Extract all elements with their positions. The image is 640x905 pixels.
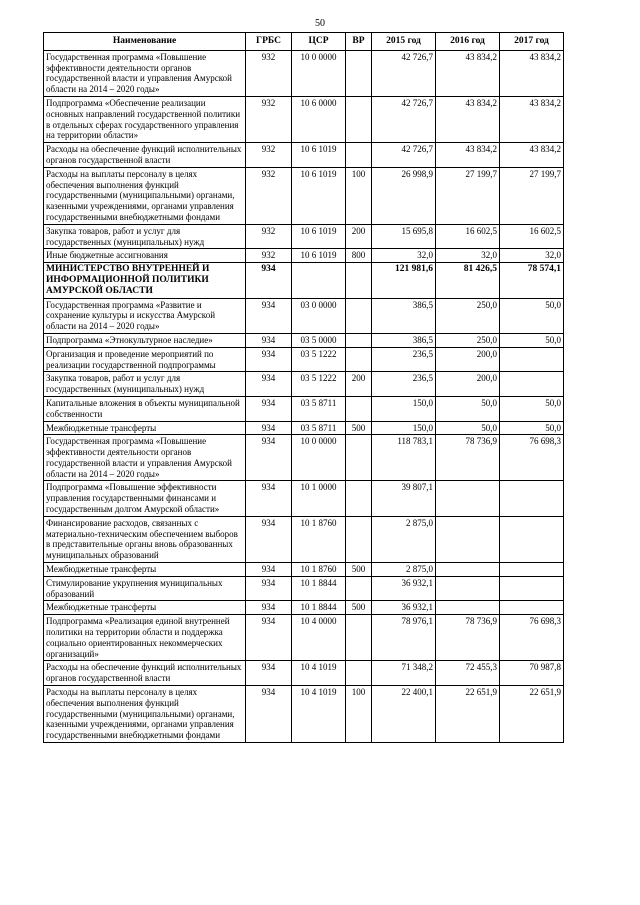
cell-grbs: 934	[246, 481, 292, 516]
table-row	[44, 661, 564, 686]
cell-name: Расходы на обеспечение функций исполнительных органов государственной власти	[44, 661, 246, 686]
cell-vr	[346, 143, 372, 168]
cell-vr: 500	[346, 421, 372, 435]
cell-y2015: 42 726,7	[372, 50, 436, 96]
cell-y2017: 27 199,7	[500, 167, 564, 224]
table-row	[44, 347, 564, 372]
table-row	[44, 576, 564, 601]
cell-csr: 03 5 0000	[292, 333, 346, 347]
table-row	[44, 396, 564, 421]
cell-vr: 800	[346, 249, 372, 263]
budget-table	[43, 32, 564, 743]
cell-csr: 03 5 1222	[292, 372, 346, 397]
cell-vr	[346, 435, 372, 481]
cell-csr: 03 5 1222	[292, 347, 346, 372]
cell-grbs: 934	[246, 263, 292, 298]
cell-y2017: 43 834,2	[500, 50, 564, 96]
cell-name: Межбюджетные трансферты	[44, 563, 246, 577]
cell-vr	[346, 298, 372, 333]
cell-vr	[346, 333, 372, 347]
cell-y2015: 386,5	[372, 333, 436, 347]
cell-name: Межбюджетные трансферты	[44, 421, 246, 435]
cell-grbs: 934	[246, 396, 292, 421]
cell-y2015: 26 998,9	[372, 167, 436, 224]
table-body	[44, 50, 564, 742]
cell-y2016: 43 834,2	[436, 50, 500, 96]
cell-y2015: 71 348,2	[372, 661, 436, 686]
cell-y2017	[500, 481, 564, 516]
cell-y2016: 27 199,7	[436, 167, 500, 224]
cell-y2017: 32,0	[500, 249, 564, 263]
cell-y2015: 2 875,0	[372, 516, 436, 562]
table-row	[44, 435, 564, 481]
cell-vr	[346, 96, 372, 142]
cell-y2016: 78 736,9	[436, 435, 500, 481]
cell-y2015: 150,0	[372, 421, 436, 435]
cell-vr	[346, 347, 372, 372]
cell-y2015: 121 981,6	[372, 263, 436, 298]
cell-grbs: 934	[246, 576, 292, 601]
table-row	[44, 481, 564, 516]
cell-y2015: 32,0	[372, 249, 436, 263]
table-row	[44, 563, 564, 577]
cell-y2016: 32,0	[436, 249, 500, 263]
cell-name: Организация и проведение мероприятий по реализации государственной подпрограммы	[44, 347, 246, 372]
cell-y2017	[500, 372, 564, 397]
cell-csr: 10 4 1019	[292, 661, 346, 686]
cell-y2016	[436, 601, 500, 615]
cell-y2015: 150,0	[372, 396, 436, 421]
table-row	[44, 601, 564, 615]
cell-grbs: 934	[246, 516, 292, 562]
cell-y2017: 22 651,9	[500, 686, 564, 743]
header-csr: ЦСР	[292, 33, 346, 51]
cell-name: Финансирование расходов, связанных с материально-техническим обеспечением выборов в представительные органы вновь образованных муниципальных образований	[44, 516, 246, 562]
cell-y2017: 50,0	[500, 396, 564, 421]
table-row	[44, 333, 564, 347]
cell-y2016: 78 736,9	[436, 615, 500, 661]
cell-csr: 10 1 8760	[292, 516, 346, 562]
cell-grbs: 934	[246, 421, 292, 435]
cell-grbs: 934	[246, 615, 292, 661]
cell-name: Подпрограмма «Реализация единой внутренней политики на территории области и поддержка социально ориентированных некоммерческих организаций»	[44, 615, 246, 661]
cell-grbs: 932	[246, 50, 292, 96]
cell-y2015: 236,5	[372, 347, 436, 372]
cell-y2017: 16 602,5	[500, 224, 564, 249]
cell-name: Государственная программа «Повышение эффективности деятельности органов государственной власти и управления Амурской области на 2014 – 2020 годы»	[44, 50, 246, 96]
cell-csr	[292, 263, 346, 298]
table-row	[44, 686, 564, 743]
cell-csr: 03 5 8711	[292, 396, 346, 421]
cell-vr: 500	[346, 563, 372, 577]
table-row	[44, 615, 564, 661]
header-grbs: ГРБС	[246, 33, 292, 51]
table-row	[44, 249, 564, 263]
cell-y2015: 39 807,1	[372, 481, 436, 516]
cell-y2017	[500, 563, 564, 577]
cell-vr	[346, 661, 372, 686]
page-number: 50	[315, 18, 325, 29]
cell-name: Иные бюджетные ассигнования	[44, 249, 246, 263]
cell-name: Государственная программа «Развитие и сохранение культуры и искусства Амурской области на 2014 – 2020 годы»	[44, 298, 246, 333]
cell-y2017: 50,0	[500, 298, 564, 333]
cell-vr	[346, 481, 372, 516]
cell-name: Закупка товаров, работ и услуг для государственных (муниципальных) нужд	[44, 224, 246, 249]
cell-csr: 10 6 1019	[292, 167, 346, 224]
cell-y2016	[436, 516, 500, 562]
cell-y2016: 81 426,5	[436, 263, 500, 298]
cell-vr: 100	[346, 686, 372, 743]
cell-y2017: 50,0	[500, 333, 564, 347]
cell-vr: 100	[346, 167, 372, 224]
cell-grbs: 932	[246, 143, 292, 168]
table-header-row	[44, 33, 564, 51]
cell-y2015: 42 726,7	[372, 143, 436, 168]
table-row	[44, 372, 564, 397]
cell-name: Государственная программа «Повышение эффективности деятельности органов государственной власти и управления Амурской области на 2014 – 2020 годы»	[44, 435, 246, 481]
cell-grbs: 932	[246, 167, 292, 224]
cell-name: Капитальные вложения в объекты муниципальной собственности	[44, 396, 246, 421]
cell-y2016: 43 834,2	[436, 96, 500, 142]
cell-y2015: 15 695,8	[372, 224, 436, 249]
cell-vr	[346, 263, 372, 298]
cell-csr: 10 6 1019	[292, 249, 346, 263]
cell-y2016: 200,0	[436, 372, 500, 397]
cell-y2017: 76 698,3	[500, 435, 564, 481]
cell-csr: 03 5 8711	[292, 421, 346, 435]
cell-csr: 03 0 0000	[292, 298, 346, 333]
cell-y2017	[500, 576, 564, 601]
cell-y2017: 78 574,1	[500, 263, 564, 298]
cell-y2015: 386,5	[372, 298, 436, 333]
cell-csr: 10 6 0000	[292, 96, 346, 142]
header-name: Наименование	[44, 33, 246, 51]
cell-name: Межбюджетные трансферты	[44, 601, 246, 615]
cell-y2015: 22 400,1	[372, 686, 436, 743]
cell-vr: 500	[346, 601, 372, 615]
cell-name: Стимулирование укрупнения муниципальных образований	[44, 576, 246, 601]
cell-vr	[346, 576, 372, 601]
cell-y2017: 70 987,8	[500, 661, 564, 686]
cell-name: Подпрограмма «Повышение эффективности управления государственными финансами и государственным долгом Амурской области»	[44, 481, 246, 516]
cell-name: МИНИСТЕРСТВО ВНУТРЕННЕЙ И ИНФОРМАЦИОННОЙ ПОЛИТИКИ АМУРСКОЙ ОБЛАСТИ	[44, 263, 246, 298]
header-2016: 2016 год	[436, 33, 500, 51]
cell-y2015: 236,5	[372, 372, 436, 397]
cell-vr: 200	[346, 372, 372, 397]
cell-y2016: 50,0	[436, 396, 500, 421]
cell-y2017	[500, 347, 564, 372]
cell-vr	[346, 516, 372, 562]
cell-grbs: 934	[246, 347, 292, 372]
cell-grbs: 934	[246, 435, 292, 481]
cell-y2017	[500, 601, 564, 615]
cell-csr: 10 0 0000	[292, 435, 346, 481]
table-row	[44, 263, 564, 298]
cell-grbs: 934	[246, 563, 292, 577]
cell-y2017: 76 698,3	[500, 615, 564, 661]
cell-y2017: 50,0	[500, 421, 564, 435]
cell-y2016: 43 834,2	[436, 143, 500, 168]
cell-name: Подпрограмма «Обеспечение реализации основных направлений государственной политики в отдельных сферах государственного управления на территории области»	[44, 96, 246, 142]
cell-y2017: 43 834,2	[500, 143, 564, 168]
header-2017: 2017 год	[500, 33, 564, 51]
cell-y2015: 2 875,0	[372, 563, 436, 577]
cell-csr: 10 6 1019	[292, 143, 346, 168]
cell-grbs: 934	[246, 601, 292, 615]
cell-grbs: 934	[246, 372, 292, 397]
cell-y2017: 43 834,2	[500, 96, 564, 142]
cell-csr: 10 4 0000	[292, 615, 346, 661]
cell-csr: 10 1 0000	[292, 481, 346, 516]
cell-vr: 200	[346, 224, 372, 249]
cell-grbs: 932	[246, 249, 292, 263]
cell-grbs: 932	[246, 96, 292, 142]
cell-y2016: 16 602,5	[436, 224, 500, 249]
header-vr: ВР	[346, 33, 372, 51]
cell-csr: 10 1 8844	[292, 601, 346, 615]
cell-grbs: 934	[246, 333, 292, 347]
cell-csr: 10 0 0000	[292, 50, 346, 96]
cell-y2016: 50,0	[436, 421, 500, 435]
cell-y2015: 36 932,1	[372, 576, 436, 601]
cell-grbs: 934	[246, 298, 292, 333]
cell-vr	[346, 50, 372, 96]
table-row	[44, 224, 564, 249]
cell-name: Расходы на обеспечение функций исполнительных органов государственной власти	[44, 143, 246, 168]
cell-csr: 10 1 8760	[292, 563, 346, 577]
cell-csr: 10 6 1019	[292, 224, 346, 249]
cell-csr: 10 1 8844	[292, 576, 346, 601]
table-row	[44, 167, 564, 224]
cell-y2016: 72 455,3	[436, 661, 500, 686]
cell-grbs: 934	[246, 661, 292, 686]
cell-y2016	[436, 563, 500, 577]
header-2015: 2015 год	[372, 33, 436, 51]
cell-y2015: 36 932,1	[372, 601, 436, 615]
cell-name: Расходы на выплаты персоналу в целях обеспечения выполнения функций государственными (муниципальными) органами, казенными учреждениями, органами управления государственными внебюджетными фондами	[44, 686, 246, 743]
cell-y2016	[436, 576, 500, 601]
cell-y2015: 42 726,7	[372, 96, 436, 142]
table-row	[44, 50, 564, 96]
cell-name: Расходы на выплаты персоналу в целях обеспечения выполнения функций государственными (муниципальными) органами, казенными учреждениями, органами управления государственными внебюджетными фондами	[44, 167, 246, 224]
cell-grbs: 934	[246, 686, 292, 743]
table-row	[44, 298, 564, 333]
cell-name: Закупка товаров, работ и услуг для государственных (муниципальных) нужд	[44, 372, 246, 397]
cell-name: Подпрограмма «Этнокультурное наследие»	[44, 333, 246, 347]
cell-y2016: 250,0	[436, 333, 500, 347]
cell-y2015: 118 783,1	[372, 435, 436, 481]
cell-y2016: 22 651,9	[436, 686, 500, 743]
cell-csr: 10 4 1019	[292, 686, 346, 743]
cell-vr	[346, 396, 372, 421]
cell-y2017	[500, 516, 564, 562]
table-row	[44, 143, 564, 168]
table-row	[44, 96, 564, 142]
table-row	[44, 516, 564, 562]
cell-y2016: 200,0	[436, 347, 500, 372]
cell-y2015: 78 976,1	[372, 615, 436, 661]
cell-grbs: 932	[246, 224, 292, 249]
cell-vr	[346, 615, 372, 661]
cell-y2016: 250,0	[436, 298, 500, 333]
table-row	[44, 421, 564, 435]
cell-y2016	[436, 481, 500, 516]
